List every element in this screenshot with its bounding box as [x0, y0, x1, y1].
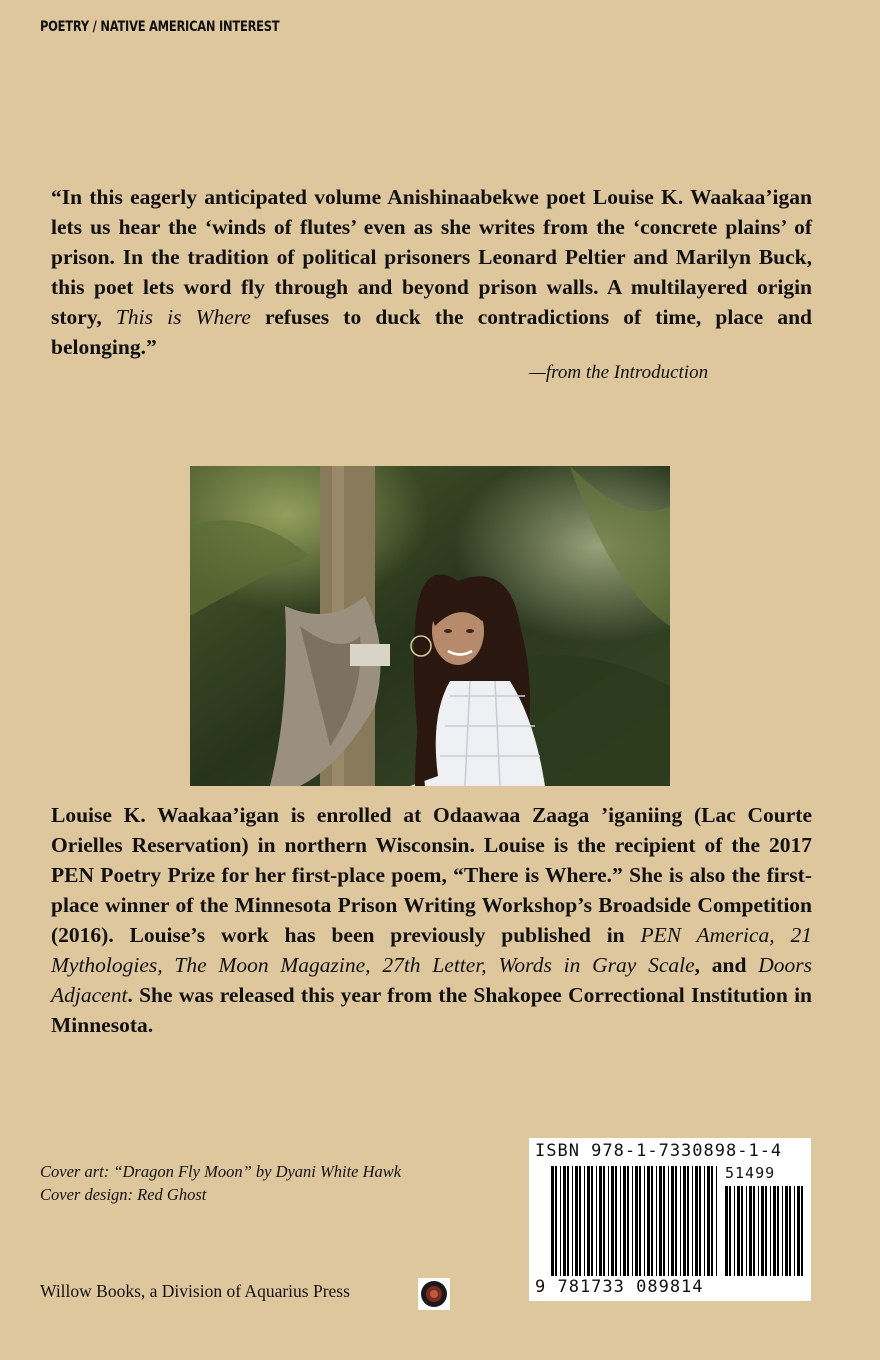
barcode-bar — [671, 1166, 674, 1276]
publisher-name: Willow Books, a Division of Aquarius Press — [40, 1281, 350, 1301]
barcode-bar — [591, 1166, 593, 1276]
bio-text-2: , and — [694, 953, 759, 977]
barcode-bar — [632, 1166, 633, 1276]
barcode-bar — [770, 1186, 771, 1276]
barcode-bar — [773, 1186, 776, 1276]
ean-digits: 9 781733 089814 — [535, 1277, 704, 1297]
barcode-bar — [644, 1166, 645, 1276]
barcode-bar — [695, 1166, 698, 1276]
barcode-bar — [729, 1186, 731, 1276]
barcode-bar — [639, 1166, 641, 1276]
barcode-bar — [794, 1186, 795, 1276]
barcode-bar — [587, 1166, 590, 1276]
quote-text-2: refuses to duck the contradictions of time, place and belonging.” — [51, 305, 812, 359]
barcode-bar — [567, 1166, 569, 1276]
barcode-bar — [749, 1186, 752, 1276]
barcode-bar — [656, 1166, 657, 1276]
barcode-bar — [683, 1166, 686, 1276]
barcode-bar — [659, 1166, 662, 1276]
barcode-bar — [680, 1166, 681, 1276]
barcode-bar — [741, 1186, 743, 1276]
barcode-bar — [560, 1166, 561, 1276]
barcode-bar — [584, 1166, 585, 1276]
barcode-bar — [599, 1166, 602, 1276]
category-label: POETRY / NATIVE AMERICAN INTEREST — [40, 19, 280, 35]
bio-publication-last: Doors Adjacent — [51, 953, 812, 1007]
barcode-bar — [777, 1186, 779, 1276]
barcode-bar — [707, 1166, 710, 1276]
barcode-bar — [668, 1166, 669, 1276]
barcode-bar — [737, 1186, 740, 1276]
barcode-bar — [725, 1186, 728, 1276]
barcode-bar — [620, 1166, 621, 1276]
bio-publications: PEN America, 21 Mythologies, The Moon Magazine, 27th Letter, Words in Gray Scale — [51, 923, 812, 977]
author-photo — [190, 466, 670, 786]
barcode-bar — [615, 1166, 617, 1276]
quote-book-title: This is Where — [115, 305, 251, 329]
isbn-number: ISBN 978-1-7330898-1-4 — [535, 1141, 783, 1161]
barcode-bar — [765, 1186, 767, 1276]
author-photo-illustration — [190, 466, 670, 786]
barcode-bar — [608, 1166, 609, 1276]
barcode-bar — [555, 1166, 557, 1276]
barcode-bar — [651, 1166, 653, 1276]
barcode-bar — [761, 1186, 764, 1276]
barcode-bar — [785, 1186, 788, 1276]
barcode-bar — [711, 1166, 713, 1276]
barcode-bar — [734, 1186, 735, 1276]
barcode-bar — [635, 1166, 638, 1276]
isbn-barcode — [529, 1138, 811, 1301]
barcode-bar — [716, 1166, 717, 1276]
barcode-bar — [663, 1166, 665, 1276]
barcode-bar — [692, 1166, 693, 1276]
quote-text-1: “In this eagerly anticipated volume Anishinaabekwe poet Louise K. Waakaa’igan lets us hear the ‘winds of flutes’ even as she writes from the ‘concrete plains’ of prison. In the tradition of political prisoners Leonard Peltier and Marilyn Buck, this poet lets word fly through and beyond prison walls. A multilayered origin story, — [51, 185, 812, 329]
barcode-bar — [623, 1166, 626, 1276]
author-bio — [51, 800, 812, 1040]
barcode-bar — [797, 1186, 800, 1276]
barcode-bar — [687, 1166, 689, 1276]
barcode-bar — [647, 1166, 650, 1276]
barcode-bar — [675, 1166, 677, 1276]
barcode-bar — [699, 1166, 701, 1276]
barcode-bar — [575, 1166, 578, 1276]
price-code: 51499 — [725, 1164, 776, 1182]
bio-text-1: Louise K. Waakaa’igan is enrolled at Odaawaa Zaaga ’iganiing (Lac Courte Orielles Reservation) in northern Wisconsin. Louise is the recipient of the 2017 PEN Poetry Prize for her first-place poem, “There is Where.” She is also the first-place winner of the Minnesota Prison Writing Workshop’s Broadside Competition (2016). Louise’s work has been previously published in — [51, 803, 812, 947]
barcode-bar — [603, 1166, 605, 1276]
barcode-bar — [596, 1166, 597, 1276]
barcode-bar — [627, 1166, 629, 1276]
cover-art-credit: Cover art: “Dragon Fly Moon” by Dyani White Hawk — [40, 1162, 402, 1181]
barcode-bar — [789, 1186, 791, 1276]
barcode-bar — [551, 1166, 554, 1276]
barcode-bar — [579, 1166, 581, 1276]
barcode-bar — [782, 1186, 783, 1276]
barcode-bar — [563, 1166, 566, 1276]
barcode-bar — [746, 1186, 747, 1276]
quote-attribution: —from the Introduction — [529, 362, 709, 383]
publisher-logo-icon — [418, 1278, 450, 1310]
bio-text-3: . She was released this year from the Shakopee Correctional Institution in Minnesota. — [51, 983, 812, 1037]
blurb-quote — [51, 182, 812, 362]
barcode-bar — [801, 1186, 803, 1276]
credits-block — [40, 1160, 401, 1206]
cover-design-credit: Cover design: Red Ghost — [40, 1185, 207, 1204]
barcode-bar — [753, 1186, 755, 1276]
barcode-bar — [758, 1186, 759, 1276]
barcode-bar — [572, 1166, 573, 1276]
barcode-bar — [704, 1166, 705, 1276]
barcode-bar — [611, 1166, 614, 1276]
